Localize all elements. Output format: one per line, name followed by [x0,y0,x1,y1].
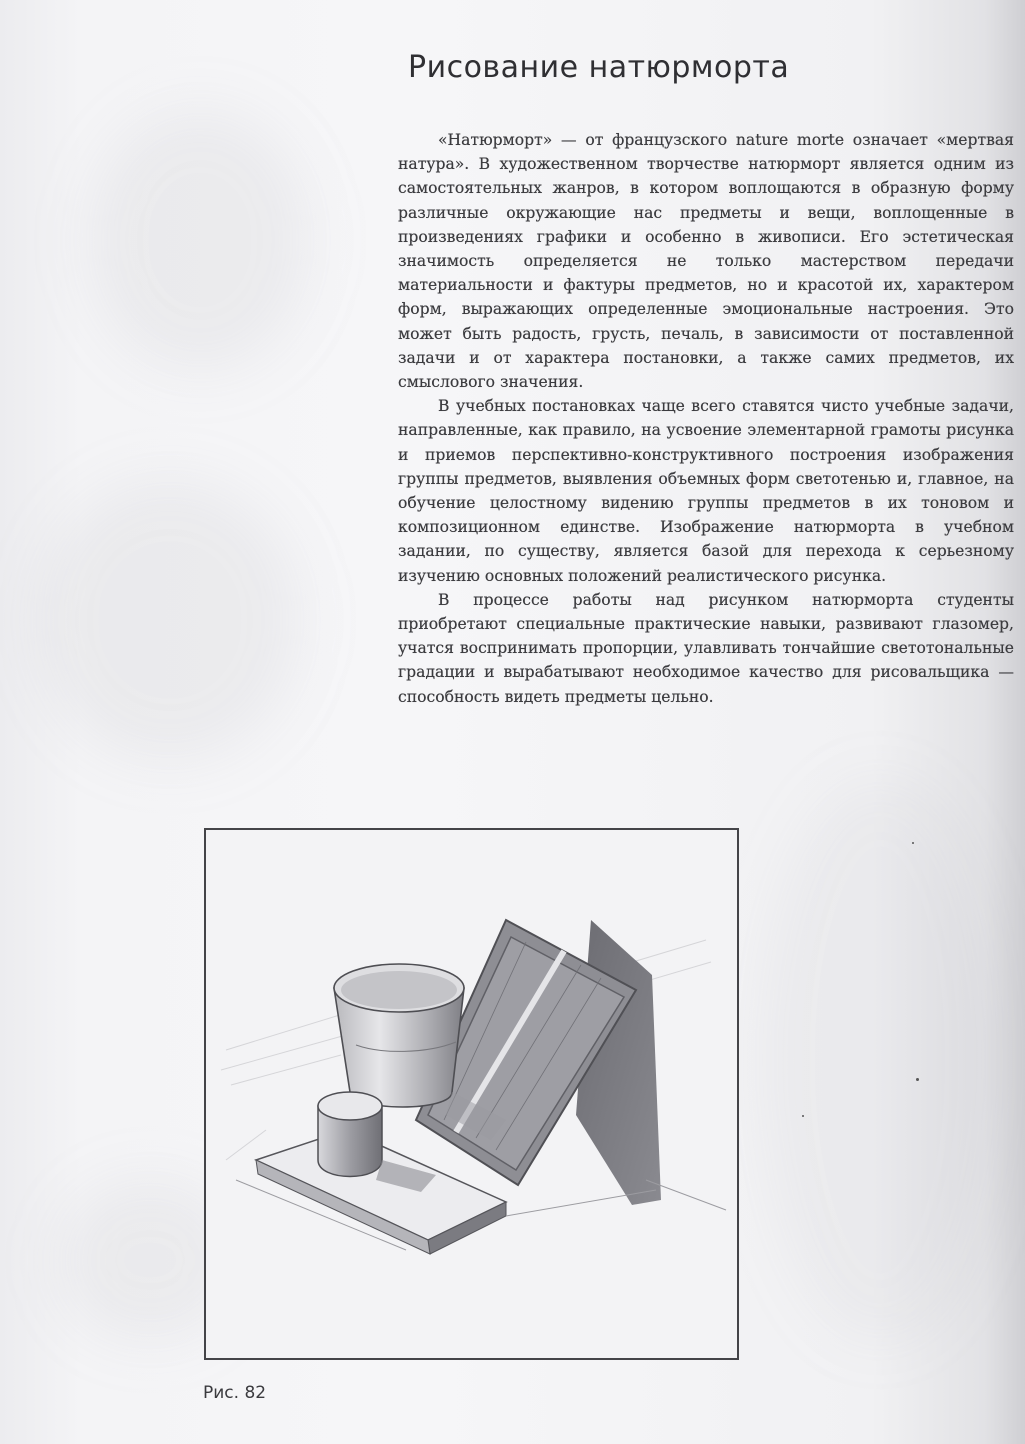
page-title: Рисование натюрморта [408,50,790,85]
paper-speck [802,1115,804,1117]
still-life-drawing [204,828,739,1360]
still-life-sketch [206,830,737,1358]
paper-speck [912,842,914,844]
figure-caption: Рис. 82 [203,1383,267,1403]
paper-smudge [90,110,310,370]
paragraph-1: «Натюрморт» — от французского nature morte означает «мертвая натура». В художественном творчестве натюрморт является одним из самостоятельных жанров, в котором воплощаются в образную форму различные окружающие нас предметы и вещи, воплощенные в произведениях графики и особенно в живописи. Его эстетическая значимость определяется не только мастерством передачи материальности и фактуры предметов, но и красотой их, характером форм, выражающих определенные эмоциональные настроения. Это может быть радость, грусть, печаль, в зависимости от поставленной задачи и от характера постановки, а также самих предметов, их смыслового значения. [398,131,1014,392]
paragraph-2: В учебных постановках чаще всего ставятся чисто учебные задачи, направленные, как правило, на усвоение элементарной грамоты рисунка и приемов перспективно-конструктивного построения изображения группы предметов, выявления объемных форм светотенью и, главное, на обучение целостному видению группы предметов в их тоновом и композиционном единстве. Изображение натюрморта в учебном задании, по существу, является базой для перехода к серьезному изучению основных положений реалистического рисунка. [398,397,1014,585]
cup-inside [341,971,457,1009]
paper-smudge [40,480,300,760]
article-body [398,128,1014,709]
paragraph-3: В процессе работы над рисунком натюрморта студенты приобретают специальные практические навыки, развивают глазомер, учатся воспринимать пропорции, улавливать тончайшие светотональные градации и вырабатывают необходимое качество для рисовальщика — способность видеть предметы цельно. [398,590,1014,706]
paper-speck [916,1078,919,1081]
small-cylinder-top [318,1092,382,1120]
paper-smudge [760,780,1000,1340]
